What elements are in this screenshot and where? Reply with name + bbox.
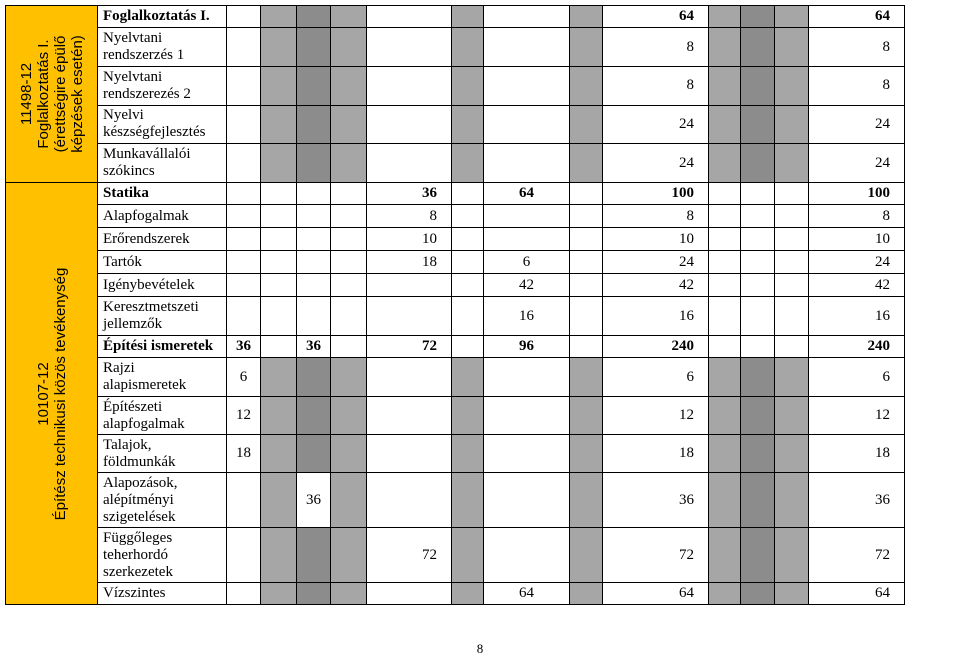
cell-value: 42 <box>484 274 570 297</box>
cell-total: 8 <box>809 67 905 106</box>
cell-total: 64 <box>809 583 905 605</box>
cell-value: 10 <box>367 228 452 251</box>
cell-value: 64 <box>484 183 570 205</box>
cell-value: 24 <box>603 105 709 144</box>
table-row <box>6 274 905 297</box>
row-name: Nyelvi készségfejlesztés <box>98 105 227 144</box>
table-row <box>6 297 905 336</box>
cell-value: 96 <box>484 336 570 358</box>
row-name: Alapozások, alépítményi szigetelések <box>98 473 227 528</box>
table-row <box>6 144 905 183</box>
page-number: 8 <box>476 641 484 656</box>
table-row <box>6 6 905 28</box>
module-label-epitesz: 10107-12 Építész technikusi közös tevékenység <box>34 267 69 520</box>
cell-value: 64 <box>603 583 709 605</box>
row-name: Alapfogalmak <box>98 205 227 228</box>
cell-total: 6 <box>809 358 905 397</box>
cell-value: 24 <box>603 251 709 274</box>
module-cell-epitesz <box>6 183 98 605</box>
cell-value: 12 <box>603 397 709 435</box>
row-name: Foglalkoztatás I. <box>98 6 227 28</box>
cell-total: 24 <box>809 251 905 274</box>
cell-value: 12 <box>227 397 261 435</box>
row-name: Talajok, földmunkák <box>98 435 227 473</box>
cell-value: 24 <box>603 144 709 183</box>
row-name: Építészeti alapfogalmak <box>98 397 227 435</box>
cell-total: 18 <box>809 435 905 473</box>
cell-value: 8 <box>603 205 709 228</box>
cell-value: 6 <box>603 358 709 397</box>
cell-total: 16 <box>809 297 905 336</box>
cell-value: 36 <box>603 473 709 528</box>
cell-value: 10 <box>603 228 709 251</box>
cell-value: 72 <box>367 336 452 358</box>
table-row <box>6 67 905 106</box>
cell-value: 16 <box>484 297 570 336</box>
cell-total: 100 <box>809 183 905 205</box>
row-name: Függőleges teherhordó szerkezetek <box>98 528 227 583</box>
table-row <box>6 105 905 144</box>
cell-total: 8 <box>809 28 905 67</box>
table-row <box>6 205 905 228</box>
curriculum-table <box>5 5 905 605</box>
row-name: Nyelvtani rendszerezés 2 <box>98 67 227 106</box>
row-name: Keresztmetszeti jellemzők <box>98 297 227 336</box>
cell-value: 100 <box>603 183 709 205</box>
cell-value: 36 <box>227 336 261 358</box>
cell-value: 64 <box>603 6 709 28</box>
row-name: Építési ismeretek <box>98 336 227 358</box>
table-row <box>6 435 905 473</box>
module-label-foglalkoztatas: 11498-12 Foglalkoztatás I. (érettségire épülő képzések esetén) <box>17 35 86 153</box>
module-cell-foglalkoztatas <box>6 6 98 183</box>
table-row <box>6 583 905 605</box>
cell-value: 8 <box>367 205 452 228</box>
cell-value: 8 <box>603 28 709 67</box>
row-name: Munkavállalói szókincs <box>98 144 227 183</box>
table-row <box>6 28 905 67</box>
cell-value: 36 <box>297 336 331 358</box>
table-row <box>6 228 905 251</box>
cell-total: 64 <box>809 6 905 28</box>
cell-total: 24 <box>809 105 905 144</box>
cell-total: 36 <box>809 473 905 528</box>
table-row <box>6 251 905 274</box>
cell-value: 8 <box>603 67 709 106</box>
table-row <box>6 397 905 435</box>
cell-total: 42 <box>809 274 905 297</box>
cell-value: 36 <box>297 473 331 528</box>
cell-value: 72 <box>367 528 452 583</box>
row-name: Rajzi alapismeretek <box>98 358 227 397</box>
cell-value: 42 <box>603 274 709 297</box>
table-row <box>6 473 905 528</box>
row-name: Vízszintes <box>98 583 227 605</box>
cell-value: 36 <box>367 183 452 205</box>
table-row <box>6 528 905 583</box>
cell-value: 64 <box>484 583 570 605</box>
row-name: Statika <box>98 183 227 205</box>
table-row <box>6 183 905 205</box>
cell-value: 18 <box>227 435 261 473</box>
row-name: Igénybevételek <box>98 274 227 297</box>
cell-value: 18 <box>603 435 709 473</box>
cell-total: 240 <box>809 336 905 358</box>
cell-value: 6 <box>484 251 570 274</box>
table-row <box>6 358 905 397</box>
cell-total: 8 <box>809 205 905 228</box>
cell-value: 18 <box>367 251 452 274</box>
row-name: Tartók <box>98 251 227 274</box>
cell-total: 72 <box>809 528 905 583</box>
cell-total: 24 <box>809 144 905 183</box>
row-name: Nyelvtani rendszerzés 1 <box>98 28 227 67</box>
cell-value: 240 <box>603 336 709 358</box>
cell-value: 72 <box>603 528 709 583</box>
cell-total: 10 <box>809 228 905 251</box>
row-name: Erőrendszerek <box>98 228 227 251</box>
cell-value: 6 <box>227 358 261 397</box>
cell-total: 12 <box>809 397 905 435</box>
table-row <box>6 336 905 358</box>
cell-value: 16 <box>603 297 709 336</box>
